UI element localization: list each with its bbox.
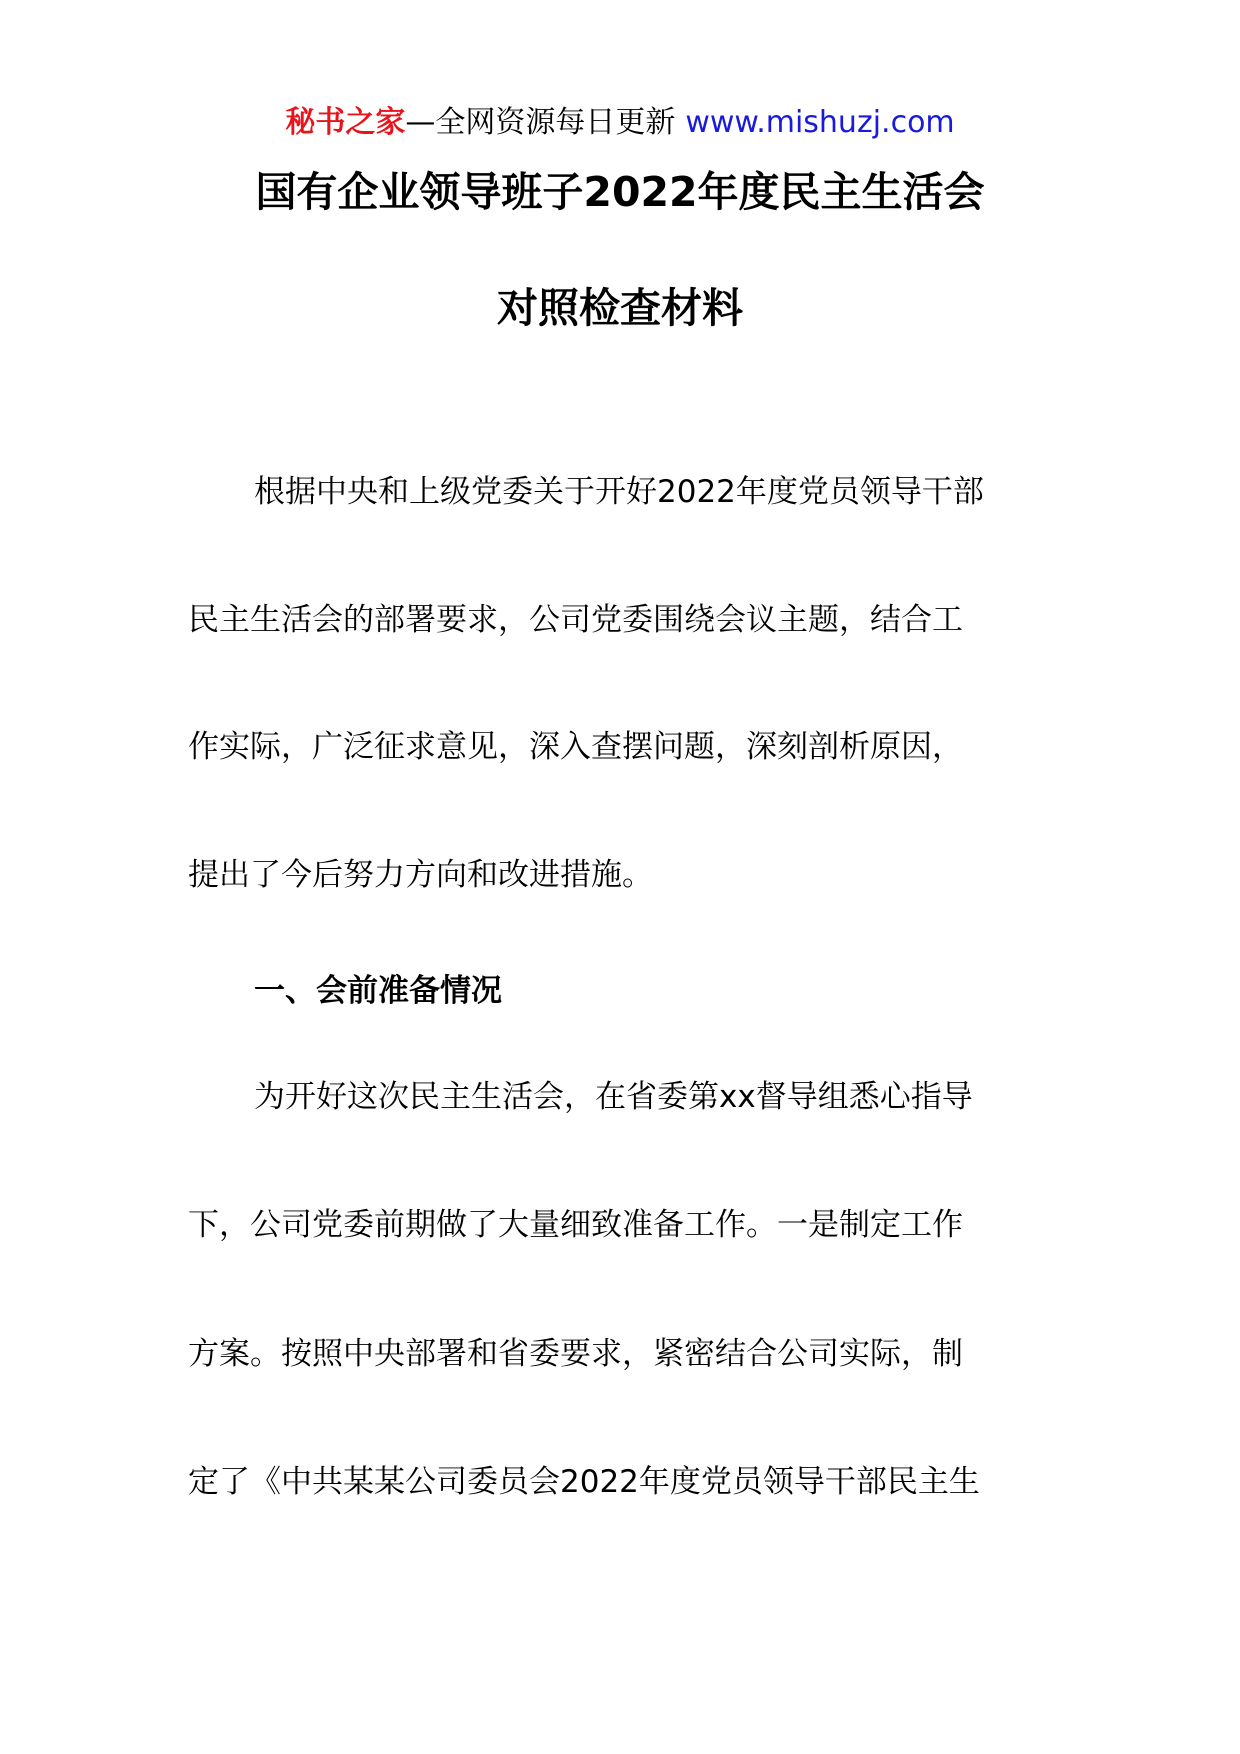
section-heading: 一、会前准备情况 [254, 973, 502, 1009]
paragraph-line: 定了《中共某某公司委员会2022年度党员领导干部民主生 [188, 1464, 980, 1500]
paragraph-line: 方案。按照中央部署和省委要求，紧密结合公司实际，制 [188, 1336, 963, 1372]
document-title-line-2: 对照检查材料 [497, 284, 743, 332]
paragraph-line: 下，公司党委前期做了大量细致准备工作。一是制定工作 [188, 1207, 963, 1243]
site-banner [0, 103, 1240, 143]
paragraph-line: 作实际，广泛征求意见，深入查摆问题，深刻剖析原因， [188, 729, 963, 765]
paragraph-line: 根据中央和上级党委关于开好2022年度党员领导干部 [254, 474, 984, 510]
document-title-line-1: 国有企业领导班子2022年度民主生活会 [255, 168, 985, 216]
paragraph-line: 民主生活会的部署要求，公司党委围绕会议主题，结合工 [188, 602, 963, 638]
banner-slogan: —全网资源每日更新 [405, 105, 676, 140]
paragraph-line: 为开好这次民主生活会，在省委第xx督导组悉心指导 [254, 1079, 973, 1115]
brand-name: 秘书之家 [285, 105, 406, 140]
site-url-link[interactable]: www.mishuzj.com [685, 105, 955, 140]
paragraph-line: 提出了今后努力方向和改进措施。 [188, 857, 653, 893]
